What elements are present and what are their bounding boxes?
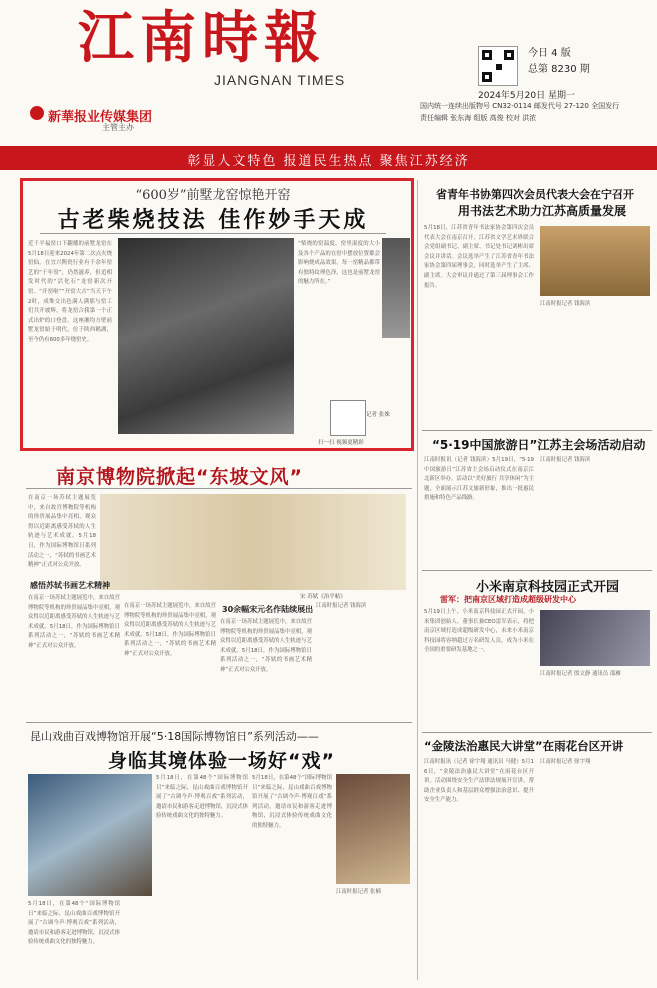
law-byline: 江南时报记者 徐宇翔 — [540, 759, 591, 765]
calligraphy-scroll-photo — [100, 494, 406, 590]
video-qr-caption: 扫一扫 视频更精彩 — [318, 440, 364, 446]
edition-label: 今日 4 版 — [528, 48, 571, 59]
masthead-pinyin: JIANGNAN TIMES — [214, 72, 346, 88]
museum-body-2: 在南京一场苏轼主题展览中，来自故宫博物院等机构的珍贵展品集中亮相，观众得以近距离感受苏轼的人生轨迹与艺术成就。5月18日，作为国际博物馆日系列活动之一，“苏轼的书画艺术精神”正式对公众开放。 — [28, 595, 120, 649]
museum-headline: 南京博物院掀起“东坡文风” — [56, 466, 303, 488]
issue-info — [528, 46, 590, 78]
kunqu-headline: 身临其境体验一场好“戏” — [108, 750, 335, 772]
museum-byline: 江南时报记者 钱海滨 — [316, 603, 367, 609]
kunqu-kicker: 昆山戏曲百戏博物馆开展“5·18国际博物馆日”系列活动—— — [30, 730, 319, 743]
masthead-qr-code — [478, 46, 518, 86]
museum-body-3: 在南京一场苏轼主题展览中，来自故宫博物院等机构的珍贵展品集中亮相，观众得以近距离感受苏轼的人生轨迹与艺术成就。5月18日，作为国际博物馆日系列活动之一，“苏轼的书画艺术精神”正式对公众开放。 — [124, 603, 216, 657]
museum-rule — [26, 488, 412, 489]
kiln-photo — [118, 238, 294, 434]
kunqu-photo-2 — [336, 774, 410, 884]
kunqu-body-2: 5月18日，在第48个“国际博物馆日”来临之际，昆山戏曲百戏博物馆开展了“古调今声·博观百戏”系列活动，邀请市民和游客走进博物馆，沉浸式体验传统戏曲文化的独特魅力。 — [156, 775, 248, 820]
calligraphy-photo — [540, 226, 650, 296]
lead-kicker: “600岁”前墅龙窑惊艳开窑 — [135, 188, 291, 203]
video-qr-code[interactable] — [330, 400, 366, 436]
column-divider — [417, 180, 418, 980]
masthead-logo: 江南時報 — [78, 5, 326, 71]
publication-meta — [420, 100, 650, 124]
meta-line-1: 国内统一连续出版物号 CN32-0114 邮发代号 27-120 全国发行 — [420, 102, 620, 110]
scroll-caption: 宋 苏轼《治平帖》 — [300, 594, 346, 600]
xiaomi-byline: 江南时报记者 殷文静 通讯员 邵雁 — [540, 671, 621, 677]
right-rule-1 — [422, 430, 652, 431]
museum-section-2: 30余幅宋元名作陆续展出 — [222, 605, 314, 614]
kunqu-body-1: 5月18日，在第48个“国际博物馆日”来临之际，昆山戏曲百戏博物馆开展了“古调今声·博观百戏”系列活动，邀请市民和游客走进博物馆，沉浸式体验传统戏曲文化的独特魅力。 — [28, 901, 120, 946]
lead-byline: 记者 张姝 — [366, 412, 390, 418]
right-top-body-2: 江南时报记者 钱海滨 — [540, 301, 591, 307]
lead-body-col-1: 近千平福窑口下翻播的前墅龙窑在5月18日迎来2024年第二次点火烧窑仙。在宜兴陶瓷行业有千余年窑艺的“千年窑”，仍然滋养，但追相发时代的“活化石”龙窑新次开窑。“开窑啦”“开窑大吉”当天下午2时，成堆交出色满人满那与窑工们共开坡辉，将龙窑合我第一个正式出炉的口登盘。这座湘均方壁前墅龙窑始于明代，位于陕西鹤湖，至今仍有600多年烧窑史。 — [28, 241, 112, 343]
xiaomi-subheadline: 雷军：把南京区域打造成超级研发中心 — [440, 595, 576, 604]
kunqu-rule-top — [26, 722, 412, 723]
kunqu-body-3: 5月18日，在第48个“国际博物馆日”来临之际，昆山戏曲百戏博物馆开展了“古调今声·博观百戏”系列活动，邀请市民和游客走进博物馆，沉浸式体验传统戏曲文化的独特魅力。 — [252, 775, 332, 829]
kunqu-byline: 江南时报记者 张楠 — [336, 889, 381, 895]
tourism-body: 江南时报讯（记者 钱海滨）5月19日，“5·19中国旅游日”江苏省主会场启动仪式在南京江北新区举办。活动以“美好旅行 共享休闲”为主题，全面展示江苏文旅新形象，推出一批惠民措施和特色产品线路。 — [424, 457, 534, 502]
issue-date: 2024年5月20日 星期一 — [478, 91, 575, 101]
right-top-headline: 省青年书协第四次会员代表大会在宁召开 — [436, 188, 634, 201]
lead-body-col-2: “柴烧的窑温度、窑里湿度的大小及各个产品的在窑中摆放位置都会影响烧成品效果。每一窑精品都带有独特纹理色泽，这也是前墅龙窑的魅力所在。” — [298, 241, 380, 286]
xiaomi-photo — [540, 610, 650, 666]
issue-number: 总第 8230 期 — [528, 64, 590, 75]
museum-body-4: 在南京一场苏轼主题展览中，来自故宫博物院等机构的珍贵展品集中亮相，观众得以近距离感受苏轼的人生轨迹与艺术成就。5月18日，作为国际博物馆日系列活动之一，“苏轼的书画艺术精神”正式对公众开放。 — [220, 619, 312, 673]
lead-headline: 古老柴烧技法 佳作妙手天成 — [57, 208, 369, 233]
tourism-byline: 江南时报记者 钱海滨 — [540, 457, 591, 463]
lead-rule — [40, 233, 386, 234]
right-rule-2 — [422, 570, 652, 571]
meta-line-2: 责任编辑 张东海 组版 高俊 校对 洪浓 — [420, 114, 537, 122]
museum-body-1: 在南京一场苏轼主题展览中，来自故宫博物院等机构的珍贵展品集中亮相，观众得以近距离感受苏轼的人生轨迹与艺术成就。5月18日，作为国际博物馆日系列活动之一，“苏轼的书画艺术精神”正式对公众开放。 — [28, 495, 96, 569]
right-rule-3 — [422, 732, 652, 733]
right-top-subheadline: 用书法艺术助力江苏高质量发展 — [458, 204, 627, 218]
group-sub: 主管主办 — [102, 123, 134, 132]
group-logo-icon — [30, 106, 44, 120]
xiaomi-body: 5月19日上午，小米南京科技园正式开园。小米集团创始人、董事长兼CEO雷军表示，将把南京区域打造成超级研发中心，未来小米南京科技园将容纳超过万名研发人员，成为小米在全国的重要研发基地之一。 — [424, 609, 534, 654]
kunqu-photo-1 — [28, 774, 152, 896]
slogan-text: 彰显人文特色 报道民生热点 聚焦江苏经济 — [187, 154, 470, 169]
right-top-body: 5月18日，江苏省青年书法家协会第四次会员代表大会在南京召开。江苏省文学艺术界联合会党组副书记、副主席、书记处书记刘彬出席会议并讲话。会议选举产生了江苏省青年书法家协会第四届理事会，同时选举产生了主席、副主席。大会审议并通过了第三届理事会工作报告。 — [424, 225, 534, 289]
group-name: 新華报业传媒集团 — [48, 110, 153, 125]
tourism-headline: “5·19中国旅游日”江苏主会场活动启动 — [432, 438, 646, 452]
kiln-photo-small — [382, 238, 410, 338]
museum-section-1: 感悟苏轼书画艺术精神 — [30, 581, 110, 590]
xiaomi-headline: 小米南京科技园正式开园 — [476, 580, 620, 595]
law-body: 江南时报讯（记者 徐宇翔 通讯员 马健）5月16日，“金陵法治惠民大讲堂”在雨花台区开讲。活动围绕安全生产法律法规展开宣讲，帮助企业负责人和基层群众增强法治意识、提升安全生产能力。 — [424, 759, 534, 804]
law-headline: “金陵法治惠民大讲堂”在雨花台区开讲 — [424, 739, 624, 753]
